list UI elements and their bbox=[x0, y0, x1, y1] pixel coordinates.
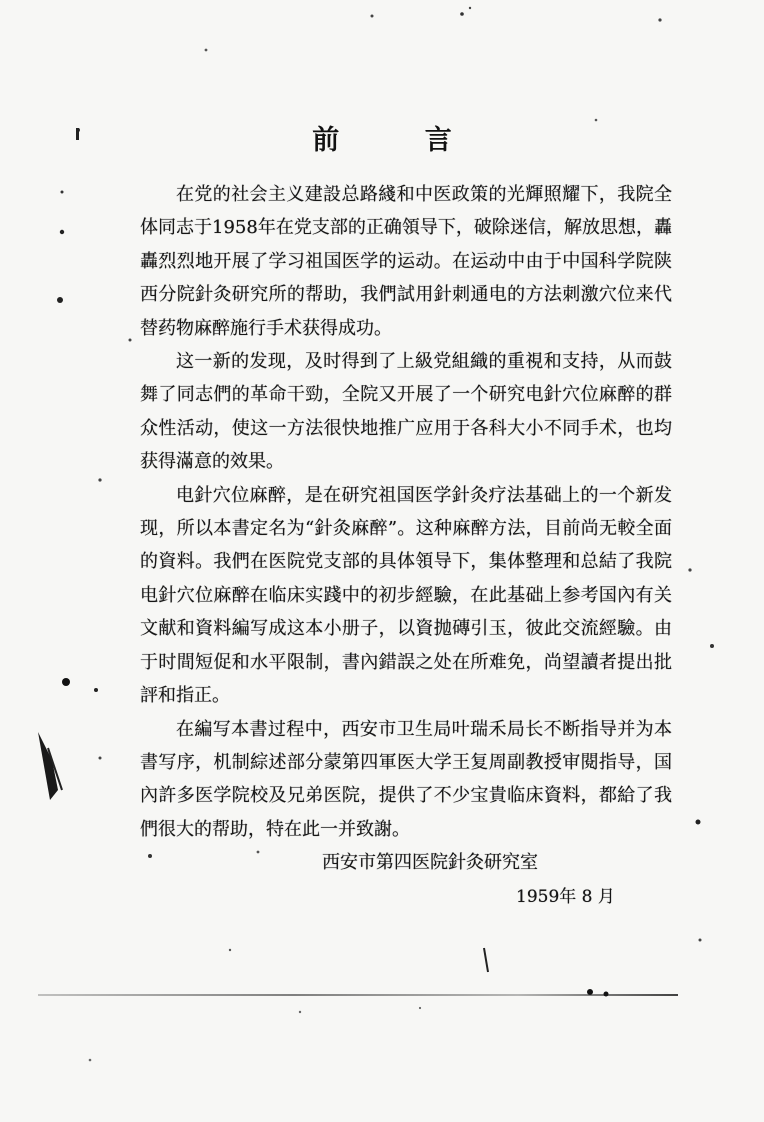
date: 1959年 8 月 bbox=[516, 887, 615, 907]
paragraph: 这一新的发现，及时得到了上級党組織的重視和支持，从而鼓舞了同志們的革命干勁，全院又开展了一个研究电針穴位麻醉的群众性活动，使这一方法很快地推广应用于各科大小不同手术，也均获得滿意的效果。 bbox=[140, 351, 672, 473]
bottom-rule bbox=[38, 994, 678, 996]
paragraph: 在編写本書过程中，西安市卫生局叶瑞禾局长不断指导并为本書写序，机制綜述部分蒙第四軍医大学王复周副教授审閱指导，国內許多医学院校及兄弟医院，提供了不少宝貴临床資料，都給了我們很大的帮助，特在此一并致謝。 bbox=[140, 718, 672, 840]
signature: 西安市第四医院針灸研究室 bbox=[322, 852, 538, 873]
page-title: 前 言 bbox=[312, 125, 490, 156]
paragraph: 在党的社会主义建設总路綫和中医政策的光輝照耀下，我院全体同志于1958年在党支部的正确領导下，破除迷信，解放思想，轟轟烈烈地开展了学习祖国医学的运动。在运动中由于中国科学院陕西分院針灸研究所的帮助，我們試用針刺通电的方法刺激穴位来代替药物麻醉施行手术获得成功。 bbox=[140, 184, 672, 339]
paragraph: 电針穴位麻醉，是在研究祖国医学針灸疗法基础上的一个新发现，所以本書定名为“針灸麻醉”。这种麻醉方法，目前尚无較全面的資料。我們在医院党支部的具体領导下，集体整理和总結了我院电針穴位麻醉在临床实踐中的初步經驗，在此基础上参考国內有关文献和資料編写成这本小册子，以資抛磚引玉，彼此交流經驗。由于时間短促和水平限制，書內錯誤之处在所难免，尚望讀者提出批評和指正。 bbox=[140, 484, 672, 707]
preface-body bbox=[140, 178, 672, 846]
